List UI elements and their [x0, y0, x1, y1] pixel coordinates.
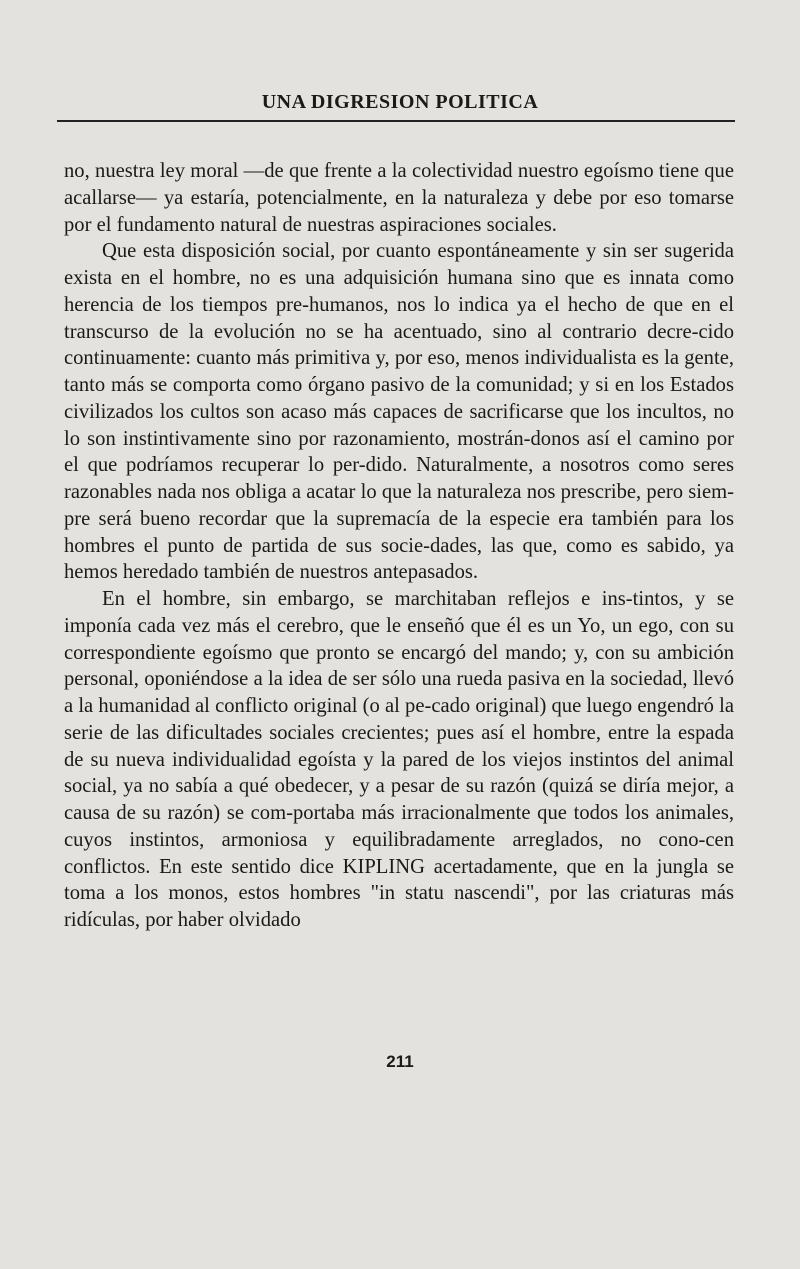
page-number: 211: [386, 1052, 414, 1071]
body-text: [64, 158, 734, 934]
header-rule: [57, 120, 735, 122]
paragraph-1: no, nuestra ley moral —de que frente a la colectividad nuestro egoísmo tiene que acallarse— ya estaría, potencialmente, en la naturaleza y debe por eso tomarse por el fundamento natural de nuestras aspiraciones sociales.: [64, 160, 734, 236]
paragraph-3: En el hombre, sin embargo, se marchitaban reflejos e ins-tintos, y se imponía cada vez más el cerebro, que le enseñó que él es un Yo, un ego, con su correspondiente egoísmo que pronto se encargó del mando; y, con su ambición personal, oponiéndose a la idea de ser sólo una rueda pasiva en la sociedad, llevó a la humanidad al conflicto original (o al pe-cado original) que luego engendró la serie de las dificultades sociales crecientes; pues así el hombre, entre la espada de su nueva individualidad egoísta y la pared de los viejos instintos del animal social, ya no sabía a qué obedecer, y a pesar de su razón (quizá se diría mejor, a causa de su razón) se com-portaba más irracionalmente que todos los animales, cuyos instintos, armoniosa y equilibradamente arreglados, no cono-cen conflictos. En este sentido dice KIPLING acertadamente, que en la jungla se toma a los monos, estos hombres "in statu nascendi", por las criaturas más ridículas, por haber olvidado: [64, 588, 734, 931]
running-header: UNA DIGRESION POLITICA: [261, 91, 539, 113]
paragraph-2: Que esta disposición social, por cuanto espontáneamente y sin ser sugerida exista en el hombre, no es una adquisición humana sino que es innata como herencia de los tiempos pre-humanos, nos lo indica ya el hecho de que en el transcurso de la evolución no se ha acentuado, sino al contrario decre-cido continuamente: cuanto más primitiva y, por eso, menos individualista es la gente, tanto más se comporta como órgano pasivo de la comunidad; y si en los Estados civilizados los cultos son acaso más capaces de sacrificarse que los incultos, no lo son instintivamente sino por razonamiento, mostrán-donos así el camino por el que podríamos recuperar lo per-dido. Naturalmente, a nosotros como seres razonables nada nos obliga a acatar lo que la naturaleza nos prescribe, pero siem-pre será bueno recordar que la supremacía de la especie era también para los hombres el punto de partida de sus socie-dades, las que, como es sabido, ya hemos heredado también de nuestros antepasados.: [64, 240, 734, 584]
